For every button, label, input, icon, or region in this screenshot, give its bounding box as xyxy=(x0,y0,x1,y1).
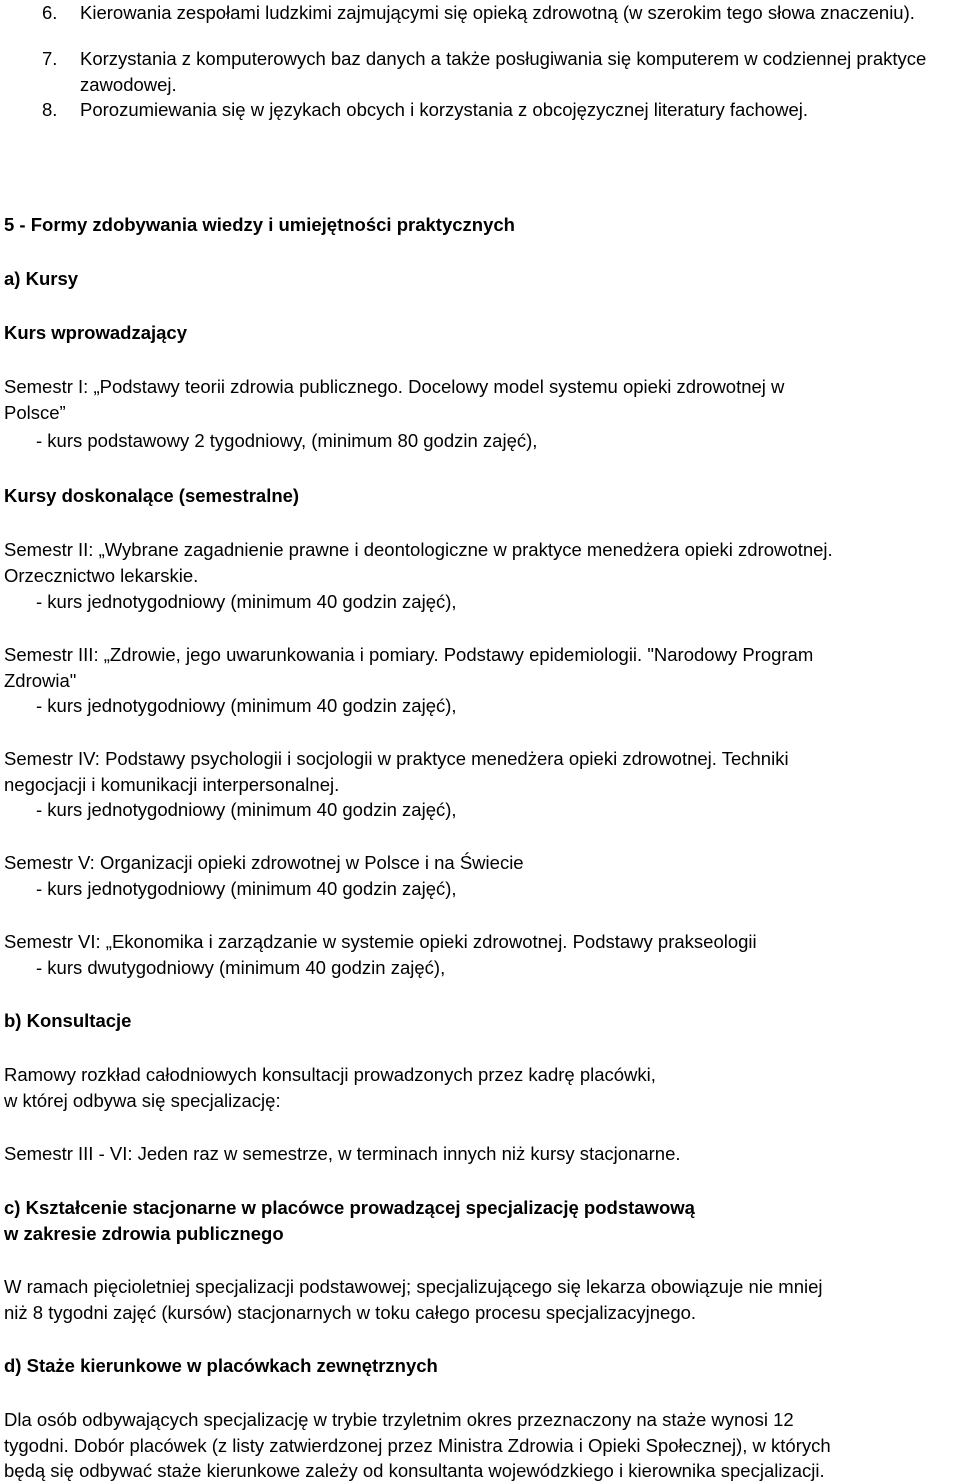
list-number: 8. xyxy=(42,99,58,120)
subsection-heading-c: w zakresie zdrowia publicznego xyxy=(4,1223,284,1244)
semester-1-line: Polsce” xyxy=(4,402,66,423)
subsection-heading-b: b) Konsultacje xyxy=(4,1010,132,1031)
subsection-heading-c: c) Kształcenie stacjonarne w placówce prowadzącej specjalizację podstawową xyxy=(4,1197,695,1218)
semester-5-line: Semestr V: Organizacji opieki zdrowotnej w Polsce i na Świecie xyxy=(4,852,524,873)
semester-2-line: Orzecznictwo lekarskie. xyxy=(4,565,199,586)
consultation-line: Ramowy rozkład całodniowych konsultacji prowadzonych przez kadrę placówki, xyxy=(4,1064,656,1085)
semester-1-line: Semestr I: „Podstawy teorii zdrowia publicznego. Docelowy model systemu opieki zdrowotnej w xyxy=(4,376,785,397)
list-number: 7. xyxy=(42,48,58,69)
internship-line: Dla osób odbywających specjalizację w trybie trzyletnim okres przeznaczony na staże wynosi 12 xyxy=(4,1409,794,1430)
list-number: 6. xyxy=(42,2,58,23)
semester-2-line: Semestr II: „Wybrane zagadnienie prawne i deontologiczne w praktyce menedżera opieki zdrowotnej. xyxy=(4,539,833,560)
stationary-line: W ramach pięcioletniej specjalizacji podstawowej; specjalizującego się lekarza obowiązuje nie mniej xyxy=(4,1276,823,1297)
internship-line: będą się odbywać staże kierunkowe zależy od konsultanta wojewódzkiego i kierownika specjalizacji. xyxy=(4,1460,825,1481)
semester-6-course: - kurs dwutygodniowy (minimum 40 godzin zajęć), xyxy=(36,957,446,978)
list-text: Kierowania zespołami ludzkimi zajmującymi się opieką zdrowotną (w szerokim tego słowa znaczeniu). xyxy=(80,2,915,23)
intro-course-heading: Kurs wprowadzający xyxy=(4,322,188,343)
list-text: Korzystania z komputerowych baz danych a także posługiwania się komputerem w codziennej praktyce zawodowej. xyxy=(80,48,927,95)
internship-line: tygodni. Dobór placówek (z listy zatwierdzonej przez Ministra Zdrowia i Opieki Społecznej), w których xyxy=(4,1435,831,1456)
subsection-heading-a: a) Kursy xyxy=(4,268,79,289)
advanced-courses-heading: Kursy doskonalące (semestralne) xyxy=(4,485,300,506)
list-item xyxy=(42,46,942,98)
semester-2-course: - kurs jednotygodniowy (minimum 40 godzin zajęć), xyxy=(36,591,457,612)
list-item xyxy=(42,97,942,123)
semester-4-line: Semestr IV: Podstawy psychologii i socjologii w praktyce menedżera opieki zdrowotnej. Techniki xyxy=(4,748,789,769)
semester-3-line: Zdrowia" xyxy=(4,670,77,691)
semester-4-course: - kurs jednotygodniowy (minimum 40 godzin zajęć), xyxy=(36,799,457,820)
semester-5-course: - kurs jednotygodniowy (minimum 40 godzin zajęć), xyxy=(36,878,457,899)
semester-3-line: Semestr III: „Zdrowie, jego uwarunkowania i pomiary. Podstawy epidemiologii. "Narodowy Program xyxy=(4,644,814,665)
semester-4-line: negocjacji i komunikacji interpersonalnej. xyxy=(4,774,340,795)
semester-3-course: - kurs jednotygodniowy (minimum 40 godzin zajęć), xyxy=(36,695,457,716)
semester-6-line: Semestr VI: „Ekonomika i zarządzanie w systemie opieki zdrowotnej. Podstawy prakseologii xyxy=(4,931,757,952)
stationary-line: niż 8 tygodni zajęć (kursów) stacjonarnych w toku całego procesu specjalizacyjnego. xyxy=(4,1302,697,1323)
consultation-line: w której odbywa się specjalizację: xyxy=(4,1090,281,1111)
list-text: Porozumiewania się w językach obcych i korzystania z obcojęzycznej literatury fachowej. xyxy=(80,99,808,120)
semester-1-course: - kurs podstawowy 2 tygodniowy, (minimum 80 godzin zajęć), xyxy=(36,430,538,451)
consultation-schedule: Semestr III - VI: Jeden raz w semestrze, w terminach innych niż kursy stacjonarne. xyxy=(4,1143,681,1164)
list-item xyxy=(42,0,942,26)
subsection-heading-d: d) Staże kierunkowe w placówkach zewnętrznych xyxy=(4,1355,438,1376)
section-heading: 5 - Formy zdobywania wiedzy i umiejętności praktycznych xyxy=(4,214,515,235)
